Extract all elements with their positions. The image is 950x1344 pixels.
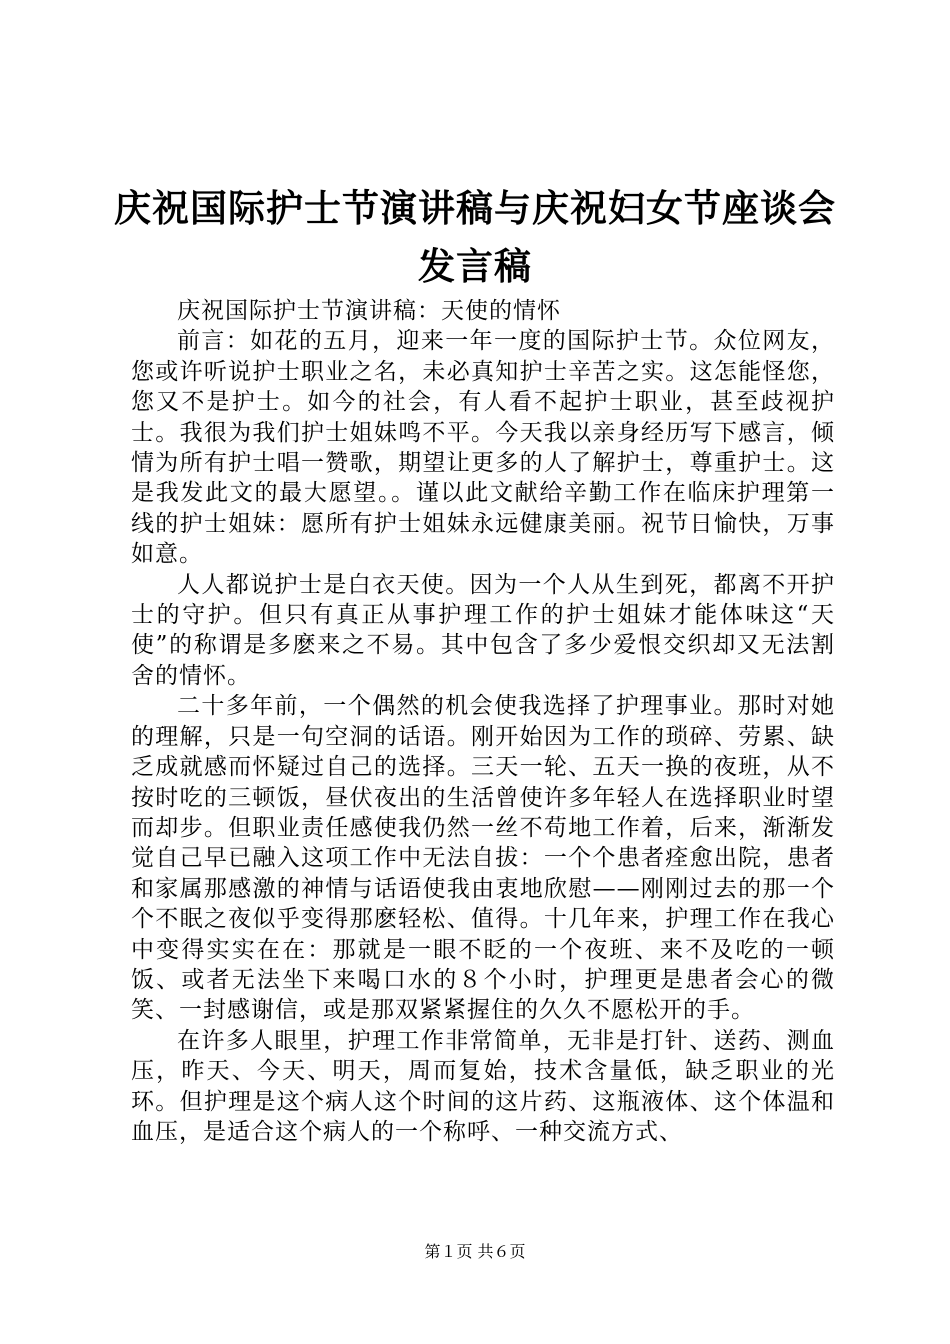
document-title: 庆祝国际护士节演讲稿与庆祝妇女节座谈会发言稿 — [114, 187, 836, 288]
document-body — [131, 296, 835, 1147]
paragraph-subtitle: 庆祝国际护士节演讲稿：天使的情怀 — [177, 298, 561, 324]
page-footer: 第１页 共６页 — [424, 1242, 526, 1261]
paragraph: 在许多人眼里，护理工作非常简单，无非是打针、送药、测血压，昨天、今天、明天，周而复始，技术含量低，缺乏职业的光环。但护理是这个病人这个时间的这片药、这瓶液体、这个体温和血压，是适合这个病人的一个称呼、一种交流方式、 — [131, 1027, 835, 1145]
paragraph-preface: 前言：如花的五月，迎来一年一度的国际护士节。众位网友，您或许听说护士职业之名，未必真知护士辛苦之实。这怎能怪您，您又不是护士。如今的社会，有人看不起护士职业，甚至歧视护士。我很为我们护士姐妹鸣不平。今天我以亲身经历写下感言，倾情为所有护士唱一赞歌，期望让更多的人了解护士，尊重护士。这是我发此文的最大愿望。。谨以此文献给辛勤工作在临床护理第一线的护士姐妹：愿所有护士姐妹永远健康美丽。祝节日愉快，万事如意。 — [131, 328, 835, 568]
paragraph: 二十多年前，一个偶然的机会使我选择了护理事业。那时对她的理解，只是一句空洞的话语。刚开始因为工作的琐碎、劳累、缺乏成就感而怀疑过自己的选择。三天一轮、五天一换的夜班，从不按时吃的三顿饭，昼伏夜出的生活曾使许多年轻人在选择职业时望而却步。但职业责任感使我仍然一丝不苟地工作着，后来，渐渐发觉自己早已融入这项工作中无法自拔：一个个患者痊愈出院，患者和家属那感激的神情与话语使我由衷地欣慰——刚刚过去的那一个个不眠之夜似乎变得那麽轻松、值得。十几年来，护理工作在我心中变得实实在在：那就是一眼不眨的一个夜班、来不及吃的一顿饭、或者无法坐下来喝口水的８个小时，护理更是患者会心的微笑、一封感谢信，或是那双紧紧握住的久久不愿松开的手。 — [131, 693, 835, 1024]
paragraph: 人人都说护士是白衣天使。因为一个人从生到死，都离不开护士的守护。但只有真正从事护理工作的护士姐妹才能体味这“天使”的称谓是多麽来之不易。其中包含了多少爱恨交织却又无法割舍的情怀。 — [131, 571, 835, 689]
